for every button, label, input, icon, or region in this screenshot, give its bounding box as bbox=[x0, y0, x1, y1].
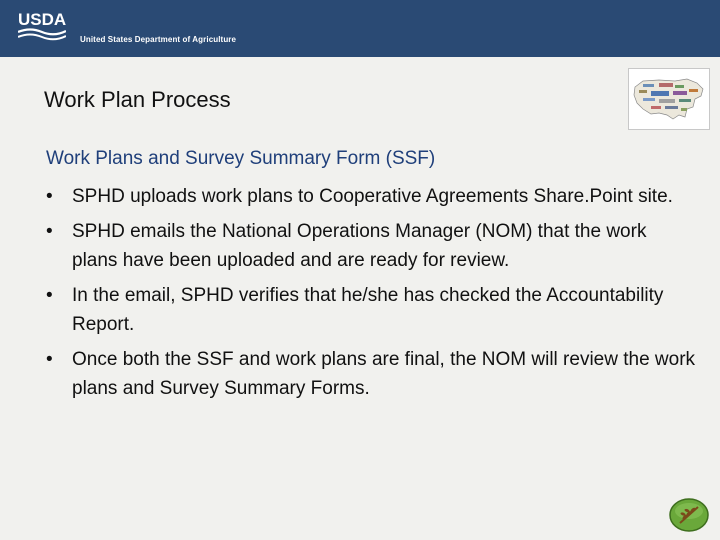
usda-header-bar bbox=[0, 0, 720, 57]
bullet-item bbox=[46, 345, 696, 403]
us-map-word-cloud-icon bbox=[628, 68, 710, 130]
wheat-leaf-nav-button[interactable] bbox=[668, 497, 710, 533]
bullet-dot: • bbox=[46, 221, 53, 242]
bullet-item bbox=[46, 217, 696, 275]
bullet-item bbox=[46, 281, 696, 339]
bullet-dot: • bbox=[46, 349, 53, 370]
agency-name: United States Department of Agriculture bbox=[80, 35, 237, 44]
bullet-text: In the email, SPHD verifies that he/she has checked the Accountability Report. bbox=[72, 285, 664, 335]
wheat-leaf-oval-icon bbox=[668, 497, 710, 533]
svg-text:USDA: USDA bbox=[18, 10, 66, 29]
bullet-item bbox=[46, 182, 696, 211]
bullet-text: Once both the SSF and work plans are final, the NOM will review the work plans and Survey Summary Forms. bbox=[72, 349, 696, 399]
bullet-dot: • bbox=[46, 186, 53, 207]
bullet-text: SPHD emails the National Operations Manager (NOM) that the work plans have been uploaded and are ready for review. bbox=[72, 221, 647, 271]
slide-title: Work Plan Process bbox=[44, 87, 231, 112]
bullet-text: SPHD uploads work plans to Cooperative Agreements Share.Point site. bbox=[72, 186, 673, 207]
slide-subtitle: Work Plans and Survey Summary Form (SSF) bbox=[46, 148, 436, 169]
bullet-list bbox=[46, 182, 696, 409]
bullet-dot: • bbox=[46, 285, 53, 306]
usda-logo bbox=[18, 8, 66, 42]
